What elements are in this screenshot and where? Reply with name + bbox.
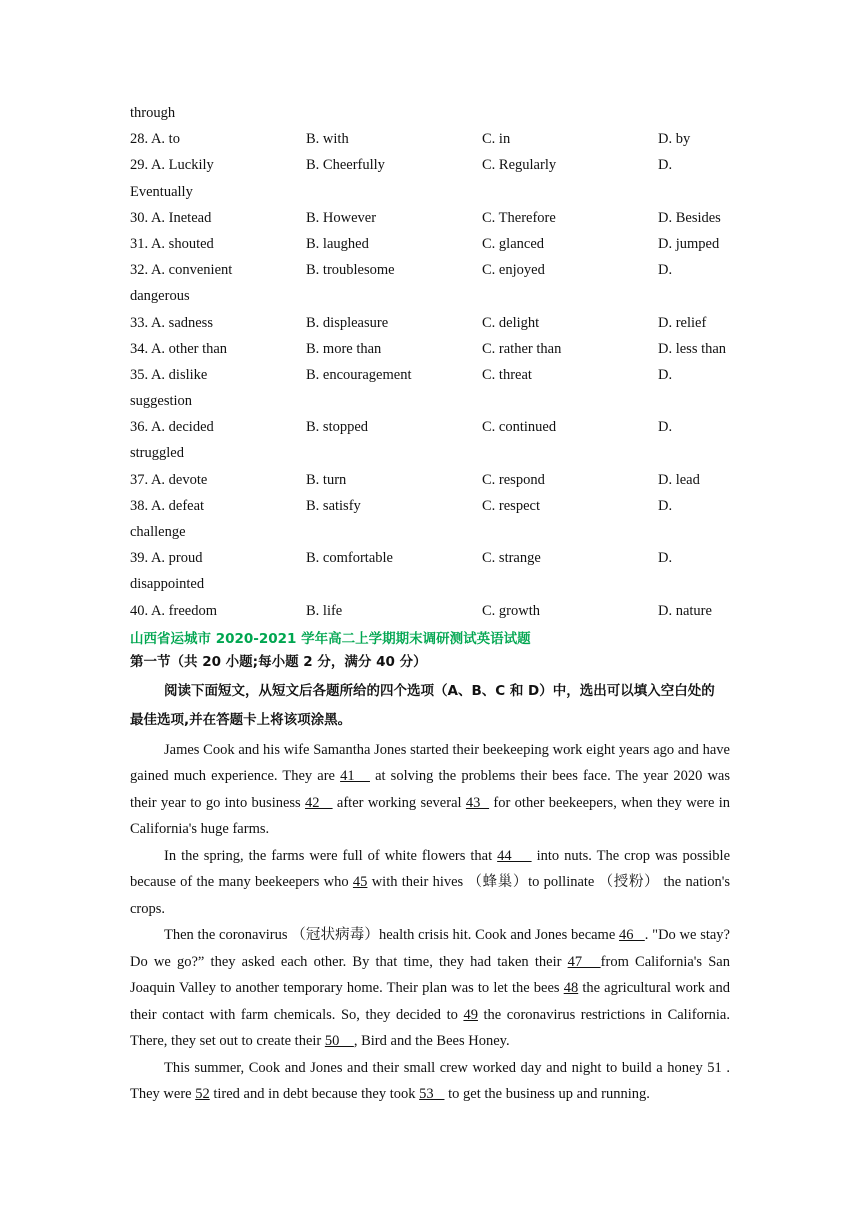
option-c: C. growth: [482, 602, 540, 619]
option-d: D.: [658, 262, 673, 279]
blank-number: 41: [340, 768, 370, 785]
option-d: D. lead: [658, 471, 700, 488]
option-b: B. troublesome: [306, 262, 395, 279]
option-row: [130, 362, 730, 388]
option-a: 34. A. other than: [130, 340, 228, 357]
option-d: D. jumped: [658, 235, 720, 252]
option-b: B. displeasure: [306, 314, 389, 331]
option-a: 39. A. proud: [130, 550, 203, 567]
option-b: B. encouragement: [306, 366, 412, 383]
option-c: C. strange: [482, 550, 541, 567]
option-b: B. more than: [306, 340, 382, 357]
blank-number: 46: [619, 927, 645, 944]
blank-number: 49: [463, 1006, 478, 1023]
option-row: [130, 467, 730, 493]
option-a: 32. A. convenient: [130, 262, 233, 279]
document-body: [130, 100, 730, 1108]
option-a: 33. A. sadness: [130, 314, 213, 331]
option-row: [130, 231, 730, 257]
section-title: 第一节（共 20 小题;每小题 2 分，满分 40 分）: [130, 653, 427, 670]
option-a: 29. A. Luckily: [130, 157, 214, 174]
option-a: 28. A. to: [130, 131, 180, 148]
blank-number: 50: [324, 1033, 354, 1050]
option-row: [130, 414, 730, 440]
option-b: B. turn: [306, 471, 347, 488]
option-c: C. respect: [482, 497, 540, 514]
option-c: C. delight: [482, 314, 540, 331]
passage-paragraph: This summer, Cook and Jones and their small crew worked day and night to build a honey 51 . They were 52 tired and in debt because they took 53 to get the business up and running.: [130, 1059, 730, 1103]
blank-number: 42: [305, 794, 333, 811]
option-c: C. respond: [482, 471, 545, 488]
option-c: C. in: [482, 131, 511, 148]
option-b: B. However: [306, 209, 377, 226]
options-list: [130, 126, 730, 624]
option-a: 31. A. shouted: [130, 235, 214, 252]
option-a: 36. A. decided: [130, 419, 214, 436]
wrapped-option-text: through: [130, 105, 176, 121]
option-c: C. glanced: [482, 235, 545, 252]
passage-paragraph: In the spring, the farms were full of white flowers that 44 into nuts. The crop was possible because of the many beekeepers who 45 with their hives （蜂巢）to pollinate （授粉） the nation's crops.: [130, 847, 731, 917]
option-row: [130, 126, 730, 152]
option-d: D. by: [658, 131, 691, 148]
option-wrap-text: suggestion: [130, 393, 193, 410]
blank-number: 52: [195, 1086, 210, 1103]
option-row: [130, 205, 730, 231]
source-title: 山西省运城市 2020-2021 学年高二上学期期末调研测试英语试题: [130, 630, 531, 647]
instruction-text: 阅读下面短文，从短文后各题所给的四个选项（A、B、C 和 D）中，选出可以填入空白处的 最佳选项,并在答题卡上将该项涂黑。: [130, 682, 715, 728]
option-d: D.: [658, 419, 673, 436]
option-row: [130, 257, 730, 283]
option-a: 35. A. dislike: [130, 366, 208, 383]
option-wrap-text: struggled: [130, 445, 184, 462]
blank-number: 43: [465, 794, 490, 811]
option-c: C. threat: [482, 366, 532, 383]
passage: [130, 737, 730, 1108]
blank-number: 44: [497, 847, 532, 864]
option-row: [130, 493, 730, 519]
option-a: 37. A. devote: [130, 471, 208, 488]
option-b: B. stopped: [306, 419, 369, 436]
option-c: C. rather than: [482, 340, 562, 357]
option-b: B. comfortable: [306, 550, 393, 567]
option-d: D.: [658, 497, 673, 514]
option-b: B. with: [306, 131, 349, 148]
option-c: C. enjoyed: [482, 262, 545, 279]
blank-number: 48: [563, 980, 579, 997]
option-c: C. Regularly: [482, 157, 557, 174]
option-d: D.: [658, 157, 673, 174]
option-row: [130, 598, 730, 624]
option-a: 40. A. freedom: [130, 602, 217, 619]
passage-paragraph: Then the coronavirus （冠状病毒）health crisis hit. Cook and Jones became 46 . "Do we stay? Do we go?” they asked each other. By that time, they had taken their 47 from California's San Joaquin Valley to another temporary home. Their plan was to let the bees 48 the agricultural work and their contact with farm chemicals. So, they decided to 49 the coronavirus restrictions in California. There, they set out to create their 50 , Bird and the Bees Honey.: [130, 927, 730, 1050]
option-b: B. satisfy: [306, 497, 361, 514]
option-d: D. nature: [658, 602, 712, 619]
option-d: D. less than: [658, 340, 727, 357]
option-d: D. relief: [658, 314, 707, 331]
option-row: [130, 545, 730, 571]
blank-number: 47: [567, 953, 601, 970]
option-wrap-text: disappointed: [130, 576, 205, 593]
option-row: [130, 336, 730, 362]
option-c: C. continued: [482, 419, 557, 436]
passage-paragraph: James Cook and his wife Samantha Jones started their beekeeping work eight years ago and have gained much experience. They are 41 at solving the problems their bees face. The year 2020 was their year to go into business 42 after working several 43 for other beekeepers, when they were in California's huge farms.: [130, 741, 731, 838]
blank-number: 45: [352, 874, 368, 891]
option-a: 38. A. defeat: [130, 497, 205, 514]
option-b: B. Cheerfully: [306, 157, 385, 174]
option-wrap-text: Eventually: [130, 183, 193, 200]
option-d: D.: [658, 366, 673, 383]
option-row: [130, 152, 730, 178]
option-row: [130, 310, 730, 336]
option-d: D.: [658, 550, 673, 567]
blank-number: 53: [419, 1086, 445, 1103]
option-b: B. laughed: [306, 235, 369, 252]
option-wrap-text: dangerous: [130, 288, 190, 305]
option-wrap-text: challenge: [130, 524, 186, 540]
option-a: 30. A. Inetead: [130, 209, 212, 226]
option-b: B. life: [306, 602, 343, 619]
option-d: D. Besides: [658, 209, 721, 226]
option-c: C. Therefore: [482, 209, 556, 226]
